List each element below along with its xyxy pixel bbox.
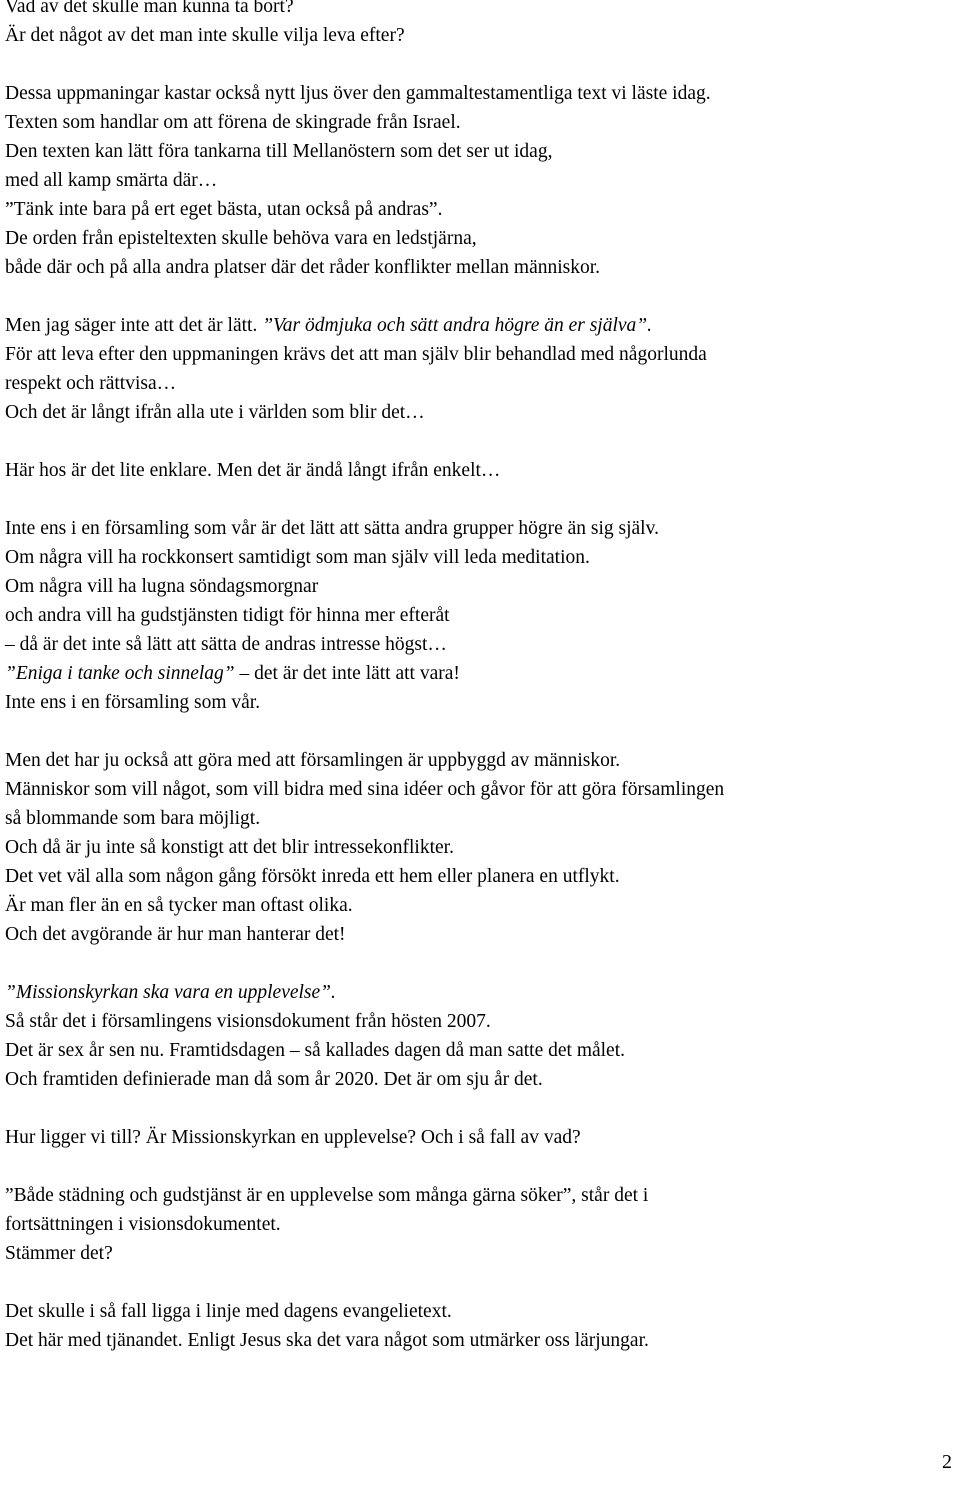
paragraph-block-3 [5, 688, 955, 1007]
italic-quote: ”Missionskyrkan ska vara en upplevelse”. [5, 982, 336, 1003]
text-line [5, 485, 955, 514]
text-line: Vad av det skulle man kunna ta bort? [5, 0, 294, 17]
text-line [5, 1152, 955, 1181]
text-line: med all kamp smärta där… [5, 170, 218, 191]
text-line: Det skulle i så fall ligga i linje med dagens evangelietext. [5, 1301, 452, 1322]
text-line: Inte ens i en församling som vår är det lätt att sätta andra grupper högre än sig själv. [5, 518, 659, 539]
text-line: ”Tänk inte bara på ert eget bästa, utan också på andras”. [5, 199, 443, 220]
text-line: Det här med tjänandet. Enligt Jesus ska det vara något som utmärker oss lärjungar. [5, 1330, 649, 1351]
text-line: Människor som vill något, som vill bidra med sina idéer och gåvor för att göra församlingen [5, 779, 725, 800]
paragraph-block-2 [5, 340, 955, 688]
text-line: ”Både städning och gudstjänst är en upplevelse som många gärna söker”, står det i [5, 1185, 649, 1206]
paragraph-block-4 [5, 1007, 955, 1355]
text-line: Det vet väl alla som någon gång försökt inreda ett hem eller planera en utflykt. [5, 866, 620, 887]
text-line: Och det är långt ifrån alla ute i världen som blir det… [5, 402, 425, 423]
text-line: Texten som handlar om att förena de skingrade från Israel. [5, 112, 461, 133]
italic-quote-line [5, 978, 955, 1007]
italic-quote: ”Var ödmjuka och sätt andra högre än er själva”. [262, 315, 653, 336]
text-line: Så står det i församlingens visionsdokument från hösten 2007. [5, 1011, 491, 1032]
text-line: Det är sex år sen nu. Framtidsdagen – så kallades dagen då man satte det målet. [5, 1040, 626, 1061]
text-line: För att leva efter den uppmaningen krävs det att man själv blir behandlad med någorlunda [5, 344, 707, 365]
text-line [5, 427, 955, 456]
text-line: Här hos är det lite enklare. Men det är ändå långt ifrån enkelt… [5, 460, 501, 481]
text-line [5, 50, 955, 79]
text-line: Om några vill ha rockkonsert samtidigt som man själv vill leda meditation. [5, 547, 590, 568]
text-line: – då är det inte så lätt att sätta de andras intresse högst… [5, 634, 447, 655]
text-line: Och framtiden definierade man då som år 2020. Det är om sju år det. [5, 1069, 543, 1090]
text-segment: – det är det inte lätt att vara! [234, 663, 460, 684]
text-line [5, 1094, 955, 1123]
text-line [5, 282, 955, 311]
text-line: fortsättningen i visionsdokumentet. [5, 1214, 281, 1235]
page-number: 2 [942, 1451, 952, 1473]
text-line: Inte ens i en församling som vår. [5, 692, 261, 713]
text-segment: Men jag säger inte att det är lätt. [5, 315, 258, 336]
italic-quote: ”Eniga i tanke och sinnelag” [5, 663, 235, 684]
text-line: Den texten kan lätt föra tankarna till Mellanöstern som det ser ut idag, [5, 141, 553, 162]
text-line: Är det något av det man inte skulle vilja leva efter? [5, 25, 405, 46]
paragraph-block-1 [5, 0, 955, 340]
text-line: och andra vill ha gudstjänsten tidigt för hinna mer efteråt [5, 605, 450, 626]
document-body [5, 0, 955, 1355]
text-line: respekt och rättvisa… [5, 373, 177, 394]
text-line: De orden från episteltexten skulle behöva vara en ledstjärna, [5, 228, 477, 249]
text-line: Och det avgörande är hur man hanterar det! [5, 924, 346, 945]
text-line-with-quote [5, 311, 955, 340]
text-line: så blommande som bara möjligt. [5, 808, 261, 829]
text-line: Och då är ju inte så konstigt att det blir intressekonflikter. [5, 837, 454, 858]
text-line: Men det har ju också att göra med att församlingen är uppbyggd av människor. [5, 750, 621, 771]
text-line: Är man fler än en så tycker man oftast olika. [5, 895, 353, 916]
text-line: Hur ligger vi till? Är Missionskyrkan en upplevelse? Och i så fall av vad? [5, 1127, 581, 1148]
text-line [5, 717, 955, 746]
text-line: Dessa uppmaningar kastar också nytt ljus över den gammaltestamentliga text vi läste idag. [5, 83, 711, 104]
text-line [5, 949, 955, 978]
text-line [5, 1268, 955, 1297]
text-line: Om några vill ha lugna söndagsmorgnar [5, 576, 319, 597]
text-line: Stämmer det? [5, 1243, 113, 1264]
text-line-with-quote [5, 659, 955, 688]
text-line: både där och på alla andra platser där det råder konflikter mellan människor. [5, 257, 601, 278]
